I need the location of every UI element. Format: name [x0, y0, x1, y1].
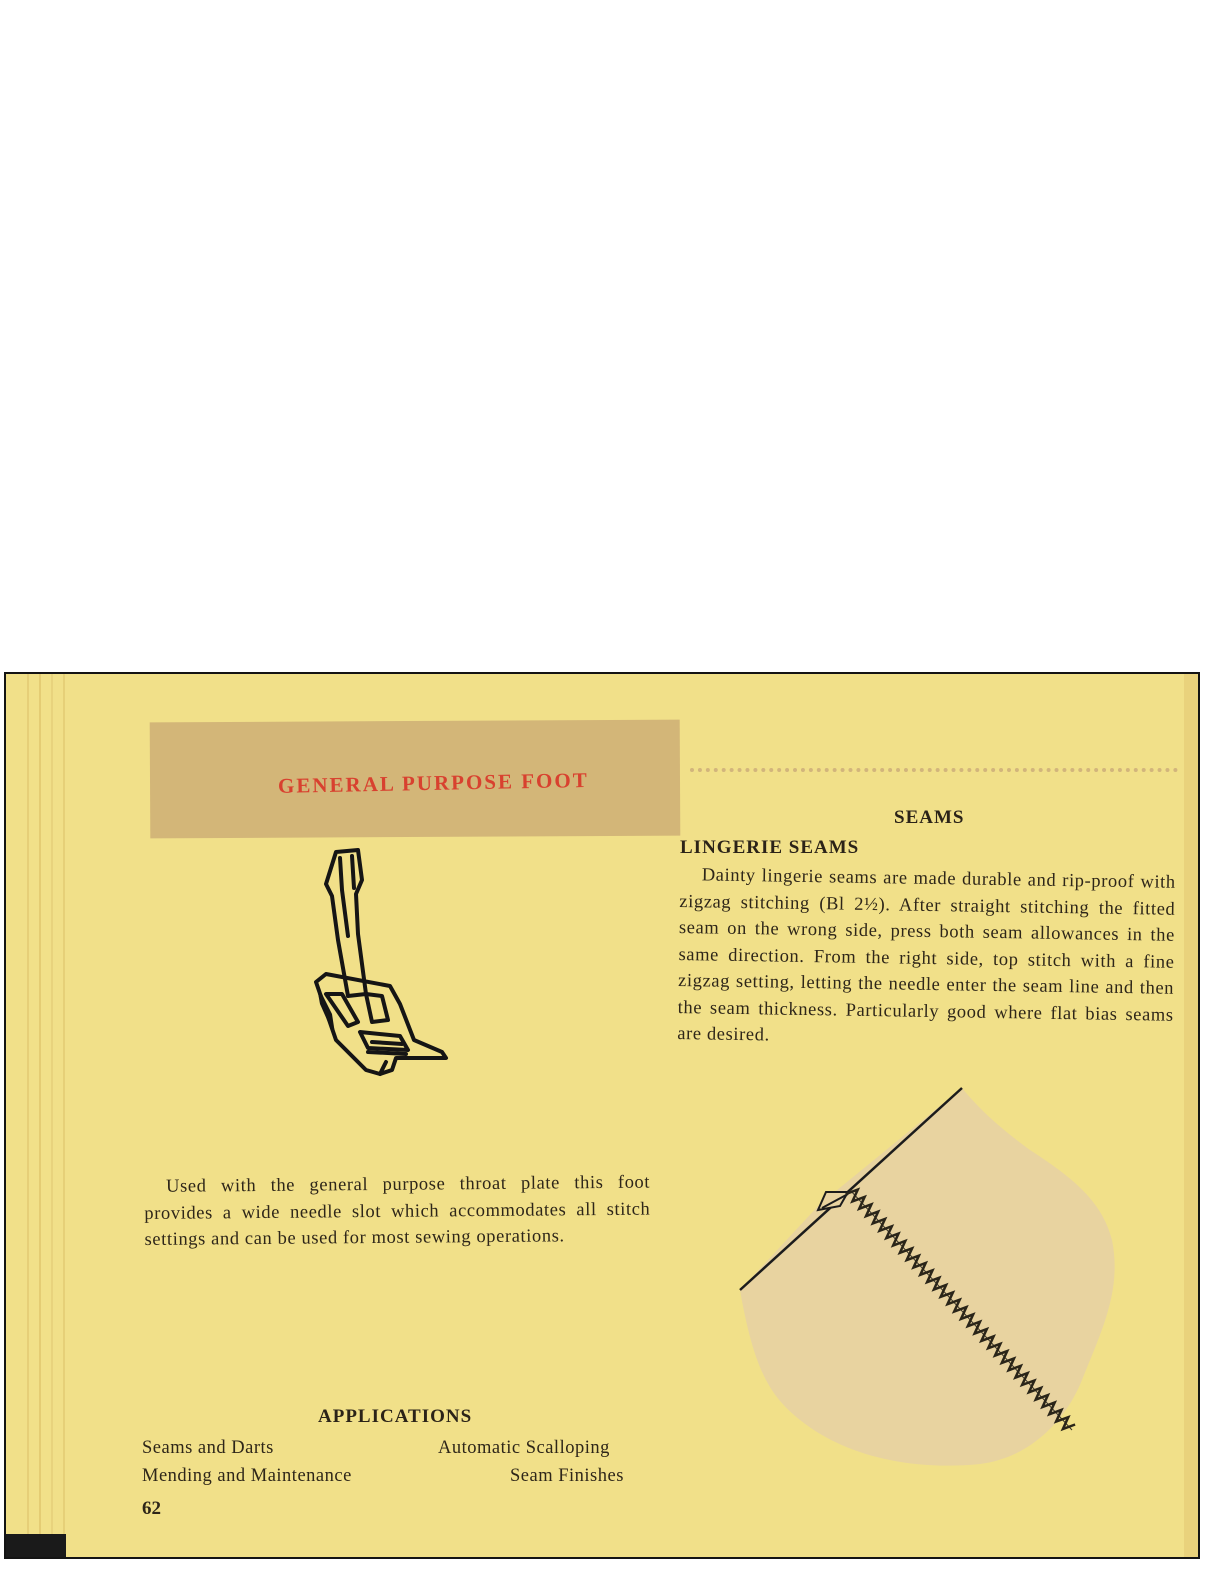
banner-title: GENERAL PURPOSE FOOT: [277, 767, 589, 798]
manual-page-photo: [4, 672, 1200, 1559]
application-seam-finishes: Seam Finishes: [510, 1466, 624, 1486]
application-mending: Mending and Maintenance: [142, 1466, 352, 1486]
foot-description: Used with the general purpose throat plate this foot provides a wide needle slot which accommodates all stitch settings and can be used for most sewing operations.: [144, 1172, 651, 1250]
application-scalloping: Automatic Scalloping: [438, 1438, 610, 1458]
subheading: LINGERIE SEAMS: [680, 837, 860, 858]
application-seams-and-darts: Seams and Darts: [142, 1438, 274, 1458]
header-banner: [150, 720, 681, 839]
lingerie-seams-paragraph: Dainty lingerie seams are made durable and rip-proof with zigzag stitching (Bl 2½). After straight stitching the fitted seam on the wrong side, press both seam allowances in the same direction. From the right side, top stitch with a fine zigzag setting, letting the needle enter the seam line and then the seam thickness. Particularly good where flat bias seams are desired.: [677, 865, 1176, 1046]
fabric-seam-illustration: [730, 1080, 1130, 1470]
section-heading: SEAMS: [894, 807, 965, 828]
dotted-rule: [690, 768, 1178, 772]
presser-foot-illustration: [296, 844, 466, 1106]
page-number: 62: [142, 1498, 161, 1519]
applications-heading: APPLICATIONS: [318, 1406, 473, 1427]
